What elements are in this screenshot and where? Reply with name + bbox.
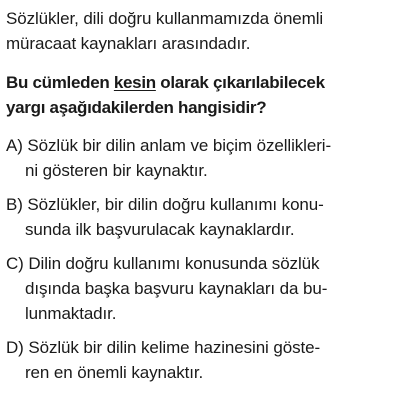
question-text-before: Bu cümleden xyxy=(6,73,114,92)
question-line: yargı aşağıdakilerden hangisidir? xyxy=(6,98,267,117)
option-b-line: B) Sözlükler, bir dilin doğru kullanımı konu- xyxy=(6,195,324,214)
option-d[interactable] xyxy=(6,335,396,385)
question-line xyxy=(6,70,396,95)
option-a[interactable] xyxy=(6,133,396,183)
option-d-line: ren en önemli kaynaktır. xyxy=(25,363,204,382)
option-b-line: sunda ilk başvurulacak kaynaklardır. xyxy=(25,220,295,239)
option-c-line: lunmaktadır. xyxy=(25,304,117,323)
option-a-line: A) Sözlük bir dilin anlam ve biçim özellikleri- xyxy=(6,136,332,155)
option-c-line: C) Dilin doğru kullanımı konusunda sözlük xyxy=(6,254,320,273)
question-page xyxy=(6,6,396,394)
option-c-line: dışında başka başvuru kaynakları da bu- xyxy=(25,279,328,298)
question-prompt xyxy=(6,70,396,120)
question-keyword: kesin xyxy=(113,73,156,92)
stem-line: müracaat kaynakları arasındadır. xyxy=(6,34,251,53)
question-text-after: olarak çıkarılabilecek xyxy=(155,73,325,92)
option-c[interactable] xyxy=(6,251,396,326)
option-a-line: ni gösteren bir kaynaktır. xyxy=(25,161,208,180)
question-stem xyxy=(6,6,396,56)
option-d-line: D) Sözlük bir dilin kelime hazinesini göste- xyxy=(6,338,321,357)
stem-line: Sözlükler, dili doğru kullanmamızda önemli xyxy=(6,9,324,28)
option-b[interactable] xyxy=(6,192,396,242)
